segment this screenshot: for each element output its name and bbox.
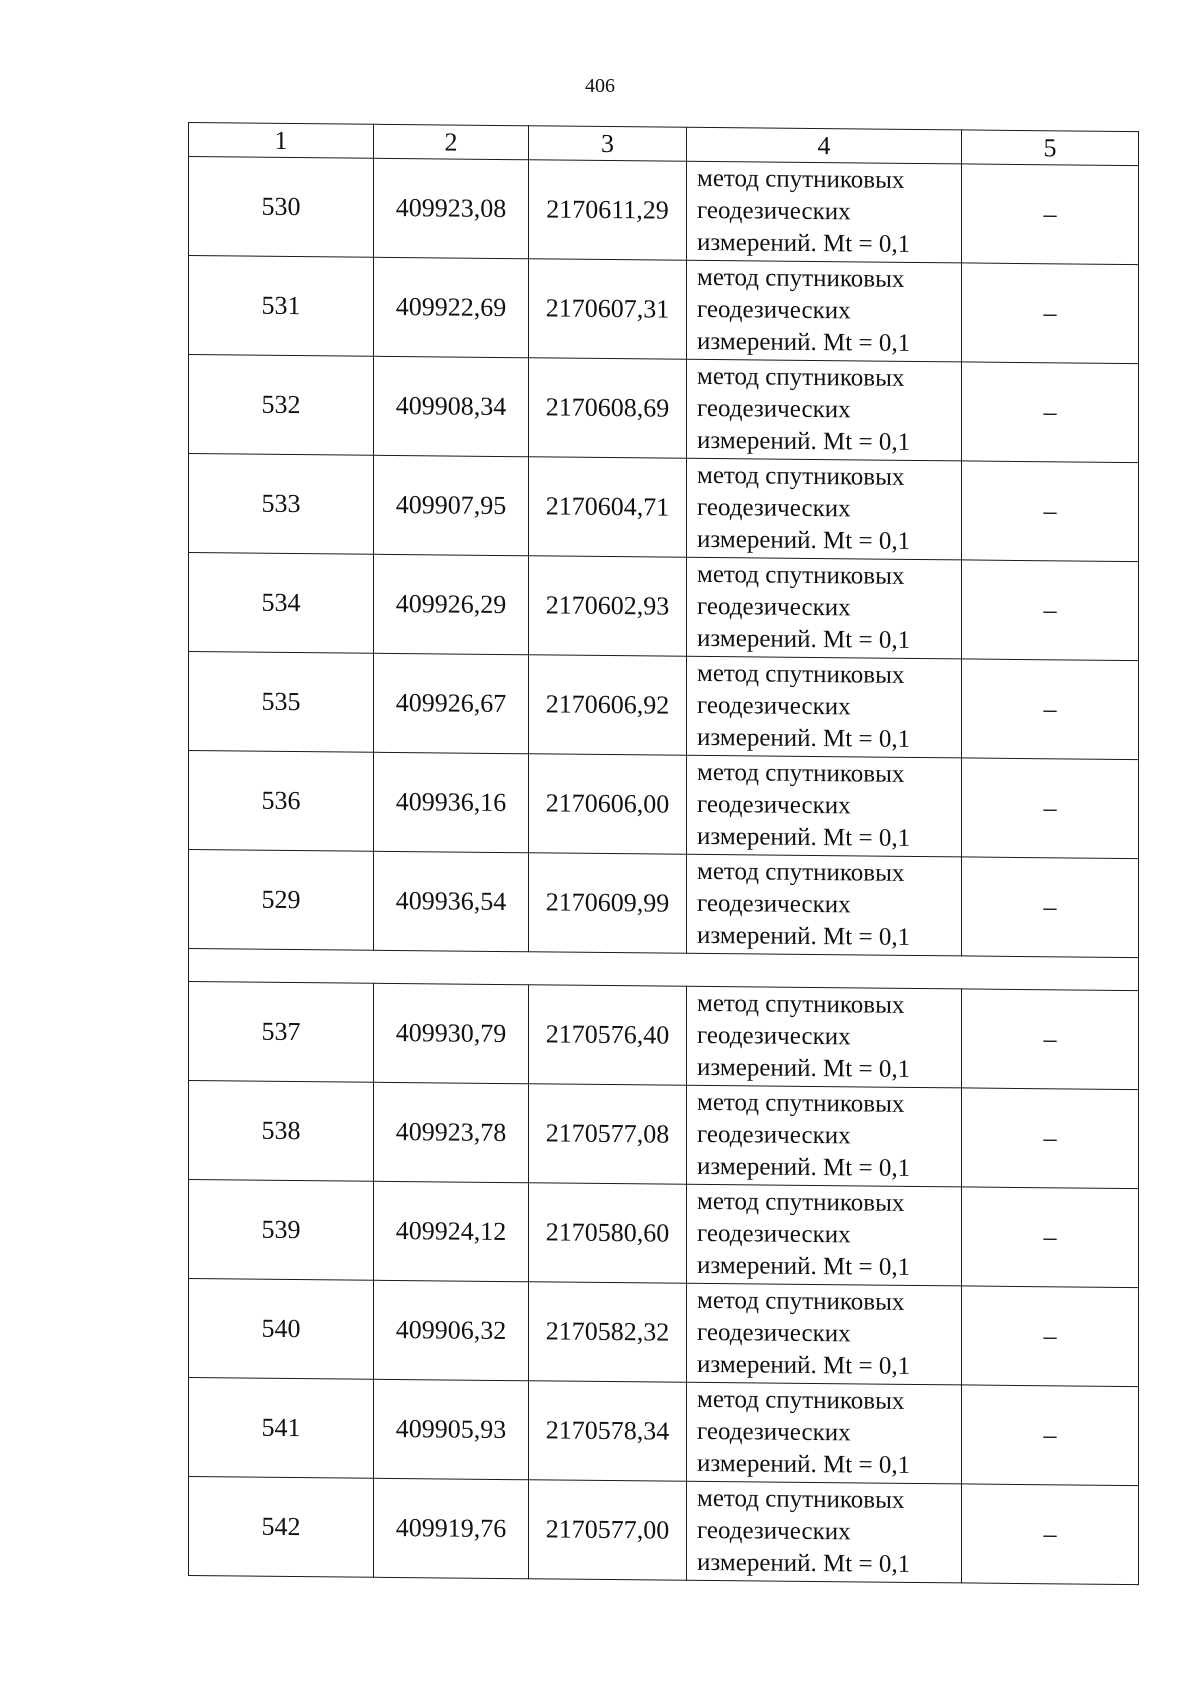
method-cell: [687, 458, 962, 560]
table-row: [189, 454, 1139, 562]
note-cell: –: [962, 164, 1139, 265]
x-coordinate-cell: 409936,16: [374, 752, 529, 852]
point-number-cell: 536: [189, 751, 374, 852]
method-line: метод спутниковых: [697, 1187, 905, 1217]
method-line: геодезических: [697, 394, 851, 424]
point-number-cell: 534: [189, 553, 374, 654]
y-coordinate-cell: 2170604,71: [529, 457, 687, 558]
y-coordinate-cell: 2170609,99: [529, 853, 687, 954]
method-cell: [687, 359, 962, 461]
method-line: геодезических: [697, 1417, 851, 1447]
x-coordinate-cell: 409906,32: [374, 1280, 529, 1380]
table-body: [189, 123, 1139, 1585]
method-line: геодезических: [697, 889, 851, 919]
method-cell: [687, 854, 962, 956]
x-coordinate-cell: 409930,79: [374, 983, 529, 1083]
method-line: метод спутниковых: [697, 1088, 905, 1118]
x-coordinate-cell: 409919,76: [374, 1478, 529, 1578]
method-line: метод спутниковых: [697, 659, 905, 689]
y-coordinate-cell: 2170580,60: [529, 1183, 687, 1284]
method-line: измерений. Mt = 0,1: [697, 327, 911, 357]
method-line: геодезических: [697, 1516, 851, 1546]
table-row: [189, 1477, 1139, 1585]
column-header-2: 2: [374, 124, 529, 159]
method-line: измерений. Mt = 0,1: [697, 426, 911, 456]
note-cell: –: [962, 1286, 1139, 1387]
method-line: измерений. Mt = 0,1: [697, 624, 911, 654]
x-coordinate-cell: 409923,78: [374, 1082, 529, 1182]
method-cell: [687, 656, 962, 758]
method-cell: [687, 1283, 962, 1385]
method-line: измерений. Mt = 0,1: [697, 921, 911, 951]
table-row: [189, 355, 1139, 463]
column-header-4: 4: [687, 127, 962, 164]
note-cell: –: [962, 560, 1139, 661]
point-number-cell: 539: [189, 1180, 374, 1281]
y-coordinate-cell: 2170606,00: [529, 754, 687, 855]
method-line: измерений. Mt = 0,1: [697, 822, 911, 852]
note-cell: –: [962, 263, 1139, 364]
x-coordinate-cell: 409936,54: [374, 851, 529, 951]
method-line: измерений. Mt = 0,1: [697, 1350, 911, 1380]
method-cell: [687, 161, 962, 263]
x-coordinate-cell: 409923,08: [374, 158, 529, 258]
note-cell: –: [962, 758, 1139, 859]
table-row: [189, 850, 1139, 958]
point-number-cell: 537: [189, 982, 374, 1083]
column-header-5: 5: [962, 130, 1139, 166]
method-line: геодезических: [697, 1120, 851, 1150]
point-number-cell: 538: [189, 1081, 374, 1182]
method-line: измерений. Mt = 0,1: [697, 228, 911, 258]
method-cell: [687, 1085, 962, 1187]
y-coordinate-cell: 2170577,00: [529, 1480, 687, 1581]
method-line: геодезических: [697, 493, 851, 523]
point-number-cell: 531: [189, 256, 374, 357]
method-line: метод спутниковых: [697, 1484, 905, 1514]
coordinates-table: [188, 122, 1139, 1585]
method-line: метод спутниковых: [697, 1286, 905, 1316]
x-coordinate-cell: 409924,12: [374, 1181, 529, 1281]
method-line: геодезических: [697, 1021, 851, 1051]
method-line: метод спутниковых: [697, 1385, 905, 1415]
y-coordinate-cell: 2170582,32: [529, 1282, 687, 1383]
method-cell: [687, 557, 962, 659]
method-line: метод спутниковых: [697, 164, 905, 194]
method-line: метод спутниковых: [697, 857, 905, 887]
table-row: [189, 1180, 1139, 1288]
x-coordinate-cell: 409905,93: [374, 1379, 529, 1479]
y-coordinate-cell: 2170606,92: [529, 655, 687, 756]
method-line: измерений. Mt = 0,1: [697, 1053, 911, 1083]
point-number-cell: 535: [189, 652, 374, 753]
method-line: геодезических: [697, 196, 851, 226]
y-coordinate-cell: 2170607,31: [529, 259, 687, 360]
point-number-cell: 529: [189, 850, 374, 951]
table-row: [189, 982, 1139, 1090]
point-number-cell: 541: [189, 1378, 374, 1479]
y-coordinate-cell: 2170578,34: [529, 1381, 687, 1482]
y-coordinate-cell: 2170576,40: [529, 985, 687, 1086]
method-line: измерений. Mt = 0,1: [697, 525, 911, 555]
x-coordinate-cell: 409922,69: [374, 257, 529, 357]
y-coordinate-cell: 2170611,29: [529, 160, 687, 261]
note-cell: –: [962, 659, 1139, 760]
column-header-1: 1: [189, 123, 374, 159]
x-coordinate-cell: 409908,34: [374, 356, 529, 456]
method-cell: [687, 1481, 962, 1583]
note-cell: –: [962, 1484, 1139, 1585]
method-line: метод спутниковых: [697, 461, 905, 491]
point-number-cell: 530: [189, 157, 374, 258]
table-row: [189, 1378, 1139, 1486]
method-line: геодезических: [697, 1219, 851, 1249]
x-coordinate-cell: 409926,67: [374, 653, 529, 753]
method-line: измерений. Mt = 0,1: [697, 1251, 911, 1281]
column-header-3: 3: [529, 126, 687, 162]
table-row: [189, 1081, 1139, 1189]
note-cell: –: [962, 857, 1139, 958]
table-row: [189, 256, 1139, 364]
method-line: метод спутниковых: [697, 362, 905, 392]
note-cell: –: [962, 989, 1139, 1090]
method-line: геодезических: [697, 790, 851, 820]
y-coordinate-cell: 2170608,69: [529, 358, 687, 459]
method-line: геодезических: [697, 592, 851, 622]
point-number-cell: 532: [189, 355, 374, 456]
method-line: измерений. Mt = 0,1: [697, 1449, 911, 1479]
table-row: [189, 652, 1139, 760]
method-line: метод спутниковых: [697, 758, 905, 788]
method-cell: [687, 755, 962, 857]
note-cell: –: [962, 461, 1139, 562]
y-coordinate-cell: 2170577,08: [529, 1084, 687, 1185]
page-number: 406: [585, 75, 615, 97]
point-number-cell: 540: [189, 1279, 374, 1380]
method-cell: [687, 1382, 962, 1484]
point-number-cell: 533: [189, 454, 374, 555]
point-number-cell: 542: [189, 1477, 374, 1578]
method-line: измерений. Mt = 0,1: [697, 1152, 911, 1182]
method-line: геодезических: [697, 691, 851, 721]
table-row: [189, 157, 1139, 265]
x-coordinate-cell: 409907,95: [374, 455, 529, 555]
note-cell: –: [962, 1385, 1139, 1486]
method-line: геодезических: [697, 1318, 851, 1348]
note-cell: –: [962, 1187, 1139, 1288]
table-row: [189, 751, 1139, 859]
table-row: [189, 1279, 1139, 1387]
table-row: [189, 553, 1139, 661]
method-line: измерений. Mt = 0,1: [697, 723, 911, 753]
x-coordinate-cell: 409926,29: [374, 554, 529, 654]
note-cell: –: [962, 1088, 1139, 1189]
method-line: метод спутниковых: [697, 989, 905, 1019]
method-line: измерений. Mt = 0,1: [697, 1548, 911, 1578]
method-cell: [687, 1184, 962, 1286]
method-cell: [687, 986, 962, 1088]
method-line: геодезических: [697, 295, 851, 325]
y-coordinate-cell: 2170602,93: [529, 556, 687, 657]
note-cell: –: [962, 362, 1139, 463]
method-line: метод спутниковых: [697, 263, 905, 293]
method-cell: [687, 260, 962, 362]
method-line: метод спутниковых: [697, 560, 905, 590]
